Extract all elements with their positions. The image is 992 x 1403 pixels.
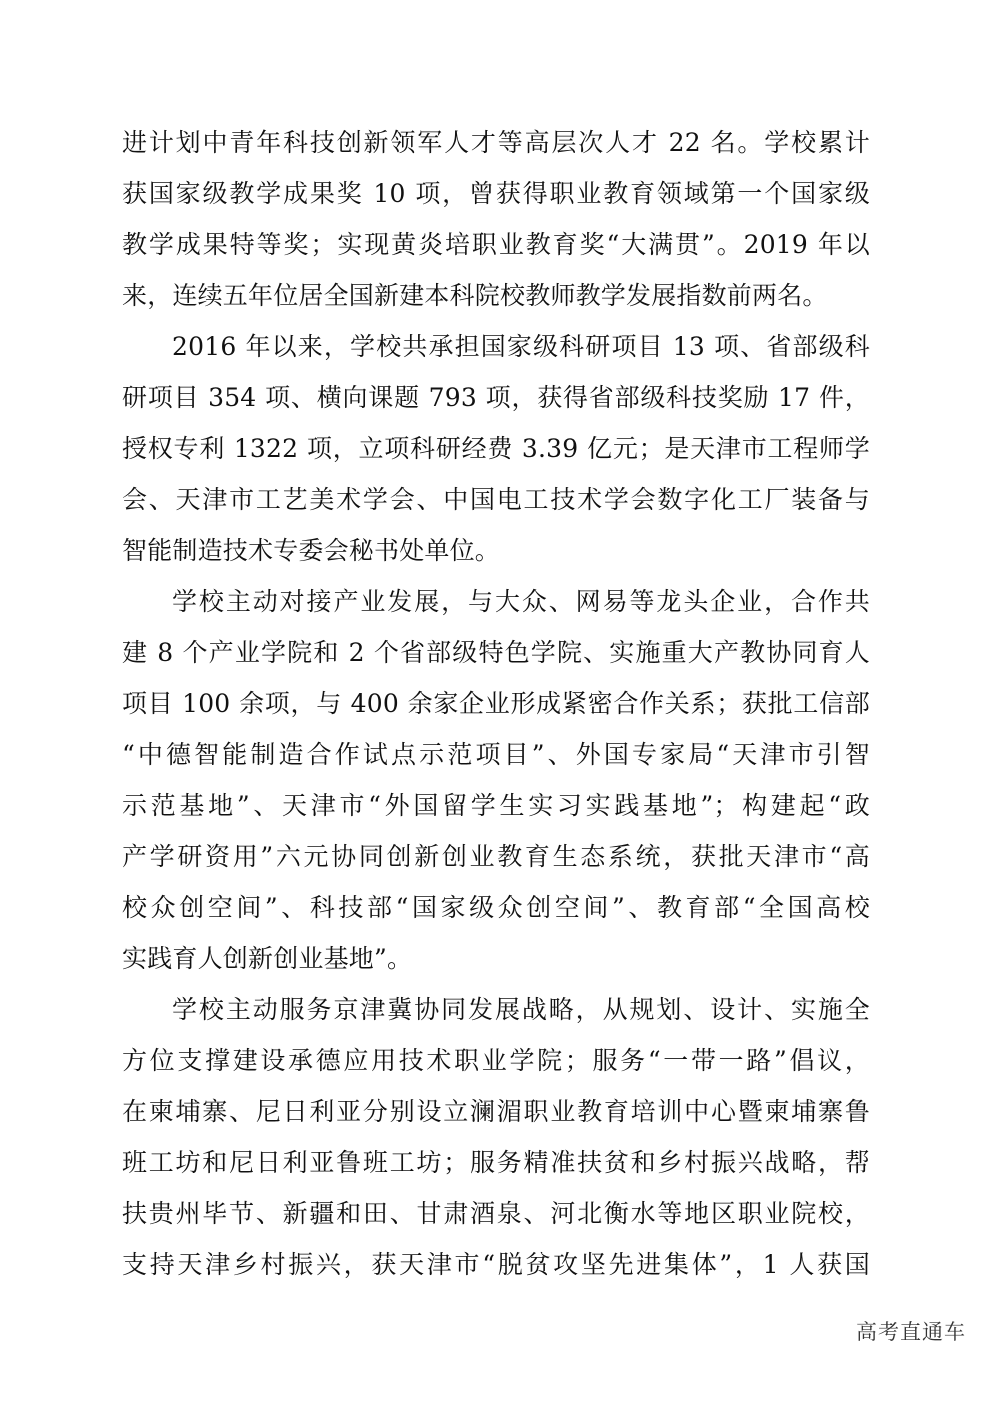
paragraph-1 xyxy=(122,124,870,328)
document-body xyxy=(122,124,870,1297)
text-line: 班工坊和尼日利亚鲁班工坊；服务精准扶贫和乡村振兴战略，帮 xyxy=(122,1148,870,1177)
text-line: 校众创空间”、科技部“国家级众创空间”、教育部“全国高校 xyxy=(122,893,870,922)
text-line: 在柬埔寨、尼日利亚分别设立澜湄职业教育培训中心暨柬埔寨鲁 xyxy=(122,1097,870,1126)
text-line: 学校主动服务京津冀协同发展战略，从规划、设计、实施全 xyxy=(172,995,870,1024)
text-line: 智能制造技术专委会秘书处单位。 xyxy=(122,536,501,565)
text-line: 授权专利 1322 项，立项科研经费 3.39 亿元；是天津市工程师学 xyxy=(122,434,870,463)
text-line: 产学研资用”六元协同创新创业教育生态系统，获批天津市“高 xyxy=(122,842,870,871)
paragraph-4 xyxy=(122,991,870,1297)
watermark: 高考直通车 xyxy=(856,1320,966,1344)
paragraph-3 xyxy=(122,583,870,991)
text-line: 2016 年以来，学校共承担国家级科研项目 13 项、省部级科 xyxy=(172,332,870,361)
text-line: 扶贵州毕节、新疆和田、甘肃酒泉、河北衡水等地区职业院校， xyxy=(122,1199,870,1228)
paragraph-2 xyxy=(122,328,870,583)
text-line: 会、天津市工艺美术学会、中国电工技术学会数字化工厂装备与 xyxy=(122,485,870,514)
text-line: 来，连续五年位居全国新建本科院校教师教学发展指数前两名。 xyxy=(122,281,828,310)
text-line: 研项目 354 项、横向课题 793 项，获得省部级科技奖励 17 件， xyxy=(122,383,870,412)
text-line: 示范基地”、天津市“外国留学生实习实践基地”；构建起“政 xyxy=(122,791,870,820)
text-line: 方位支撑建设承德应用技术职业学院；服务“一带一路”倡议， xyxy=(122,1046,870,1075)
text-line: 支持天津乡村振兴，获天津市“脱贫攻坚先进集体”，1 人获国 xyxy=(122,1250,870,1279)
text-line: 建 8 个产业学院和 2 个省部级特色学院、实施重大产教协同育人 xyxy=(122,638,870,667)
text-line: 进计划中青年科技创新领军人才等高层次人才 22 名。学校累计 xyxy=(122,128,870,157)
text-line: 获国家级教学成果奖 10 项，曾获得职业教育领域第一个国家级 xyxy=(122,179,870,208)
text-line: “中德智能制造合作试点示范项目”、外国专家局“天津市引智 xyxy=(122,740,870,769)
text-line: 教学成果特等奖；实现黄炎培职业教育奖“大满贯”。2019 年以 xyxy=(122,230,870,259)
text-line: 学校主动对接产业发展，与大众、网易等龙头企业，合作共 xyxy=(172,587,870,616)
text-line: 项目 100 余项，与 400 余家企业形成紧密合作关系；获批工信部 xyxy=(122,689,870,718)
text-line: 实践育人创新创业基地”。 xyxy=(122,944,413,973)
